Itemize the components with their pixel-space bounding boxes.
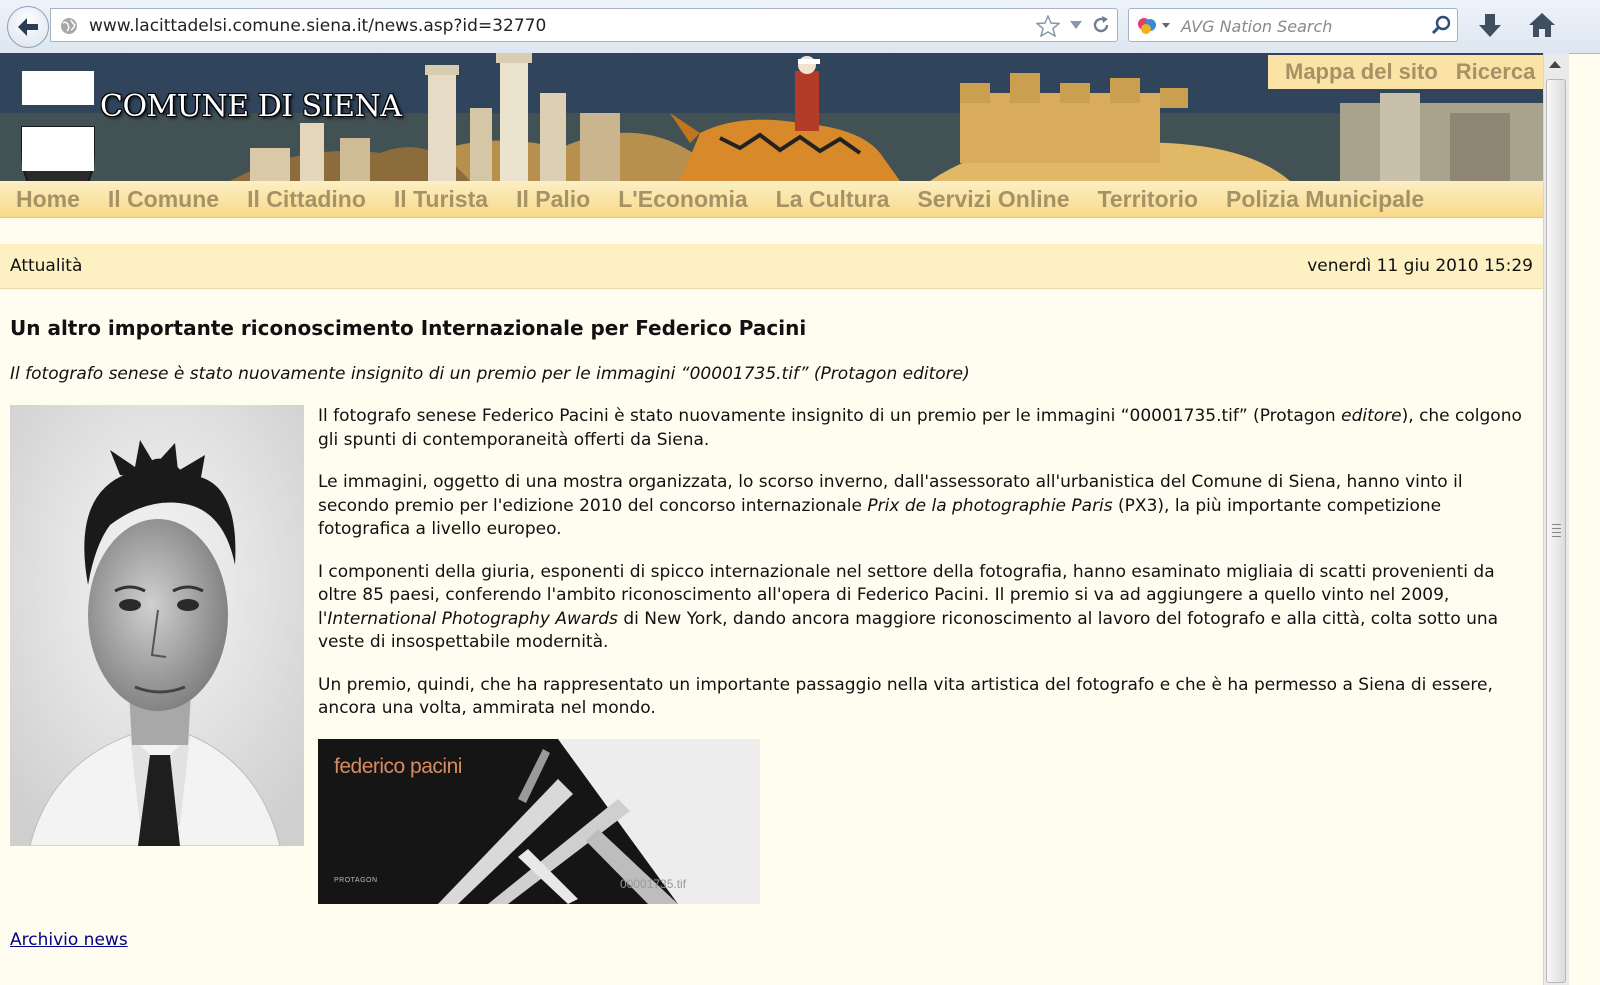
book-title: 00001735.tif [620, 877, 687, 891]
dropdown-triangle-icon[interactable] [1069, 20, 1083, 30]
nav-item-territorio[interactable]: Territorio [1097, 186, 1199, 212]
avg-logo-icon[interactable] [1136, 16, 1174, 36]
top-links [1268, 55, 1543, 89]
search-bar[interactable] [1128, 8, 1458, 42]
article-paragraph: I componenti della giuria, esponenti di spicco internazionale nel settore della fotografia, hanno esaminato migliaia di scatti provenienti da oltre 85 paesi, conferendo l'ambito riconoscimento all'opera di Federico Pacini. Il premio si va ad aggiungere a quello vinto nel 2009, l'International Photography Awards di New York, dando ancora maggiore riconoscimento al lavoro del fotografo e alla città, colta sotto una veste di insospettabile modernità. [318, 561, 1499, 652]
magnifier-icon[interactable] [1431, 15, 1451, 35]
book-author: federico pacini [334, 755, 462, 778]
article-paragraph: Il fotografo senese Federico Pacini è stato nuovamente insignito di un premio per le immagini “00001735.tif” (Protagon editore), che colgono gli spunti di contemporaneità offerti da Siena. [318, 406, 1522, 450]
back-arrow-icon [17, 17, 39, 37]
search-input[interactable]: AVG Nation Search [1181, 17, 1333, 36]
section-title: Attualità [10, 256, 83, 276]
vertical-scrollbar[interactable] [1543, 53, 1569, 985]
nav-item-il-cittadino[interactable]: Il Cittadino [247, 186, 366, 212]
home-icon[interactable] [1528, 11, 1556, 39]
nav-item-polizia-municipale[interactable]: Polizia Municipale [1226, 186, 1425, 212]
article-paragraph: Le immagini, oggetto di una mostra organizzata, lo scorso inverno, dall'assessorato all'urbanistica del Comune di Siena, hanno vinto il secondo premio per l'edizione 2010 del concorso internazionale Prix de la photographie Paris (PX3), la più importante competizione fotografica a livello europeo. [318, 472, 1463, 539]
url-bar[interactable] [50, 8, 1118, 42]
archive-news-link[interactable]: Archivio news [10, 930, 128, 950]
scroll-up-arrow-icon[interactable] [1548, 59, 1562, 69]
nav-item-il-palio[interactable]: Il Palio [516, 186, 591, 212]
globe-icon [60, 17, 78, 35]
nav-item-home[interactable]: Home [16, 186, 80, 212]
url-text[interactable]: www.lacittadelsi.comune.siena.it/news.asp?id=32770 [89, 16, 547, 36]
main-navigation [0, 181, 1543, 218]
nav-item-cultura[interactable]: La Cultura [775, 186, 890, 212]
book-publisher: PROTAGON [334, 877, 378, 884]
nav-item-servizi-online[interactable]: Servizi Online [917, 186, 1070, 212]
nav-item-il-comune[interactable]: Il Comune [107, 186, 220, 212]
article-body [318, 405, 1534, 740]
article-paragraph: Un premio, quindi, che ha rappresentato un importante passaggio nella vita artistica del fotografo e che è ha permesso a Siena di essere, ancora una volta, ammirata nel mondo. [318, 674, 1493, 718]
scrollbar-thumb[interactable] [1546, 79, 1566, 983]
article-subtitle: Il fotografo senese è stato nuovamente insignito di un premio per le immagini “00001735.tif” (Protagon editore) [10, 364, 970, 384]
nav-item-il-turista[interactable]: Il Turista [393, 186, 489, 212]
search-link[interactable]: Ricerca [1455, 59, 1536, 84]
download-arrow-icon[interactable] [1476, 12, 1504, 40]
section-bar [0, 244, 1543, 289]
portrait-image [10, 405, 304, 846]
scrollbar-grip [1552, 524, 1561, 538]
book-cover-image [318, 739, 760, 904]
site-banner [0, 53, 1543, 181]
article-headline: Un altro importante riconoscimento Internazionale per Federico Pacini [10, 316, 807, 340]
back-button[interactable] [7, 6, 49, 48]
photographer-portrait [10, 405, 304, 846]
reload-icon[interactable] [1091, 15, 1111, 35]
star-icon[interactable] [1036, 15, 1060, 37]
sitemap-link[interactable]: Mappa del sito [1285, 59, 1438, 84]
browser-toolbar [0, 0, 1600, 54]
article-date: venerdì 11 giu 2010 15:29 [1307, 256, 1533, 276]
nav-item-economia[interactable]: L'Economia [618, 186, 748, 212]
site-logo-text[interactable]: COMUNE DI SIENA [100, 89, 402, 124]
